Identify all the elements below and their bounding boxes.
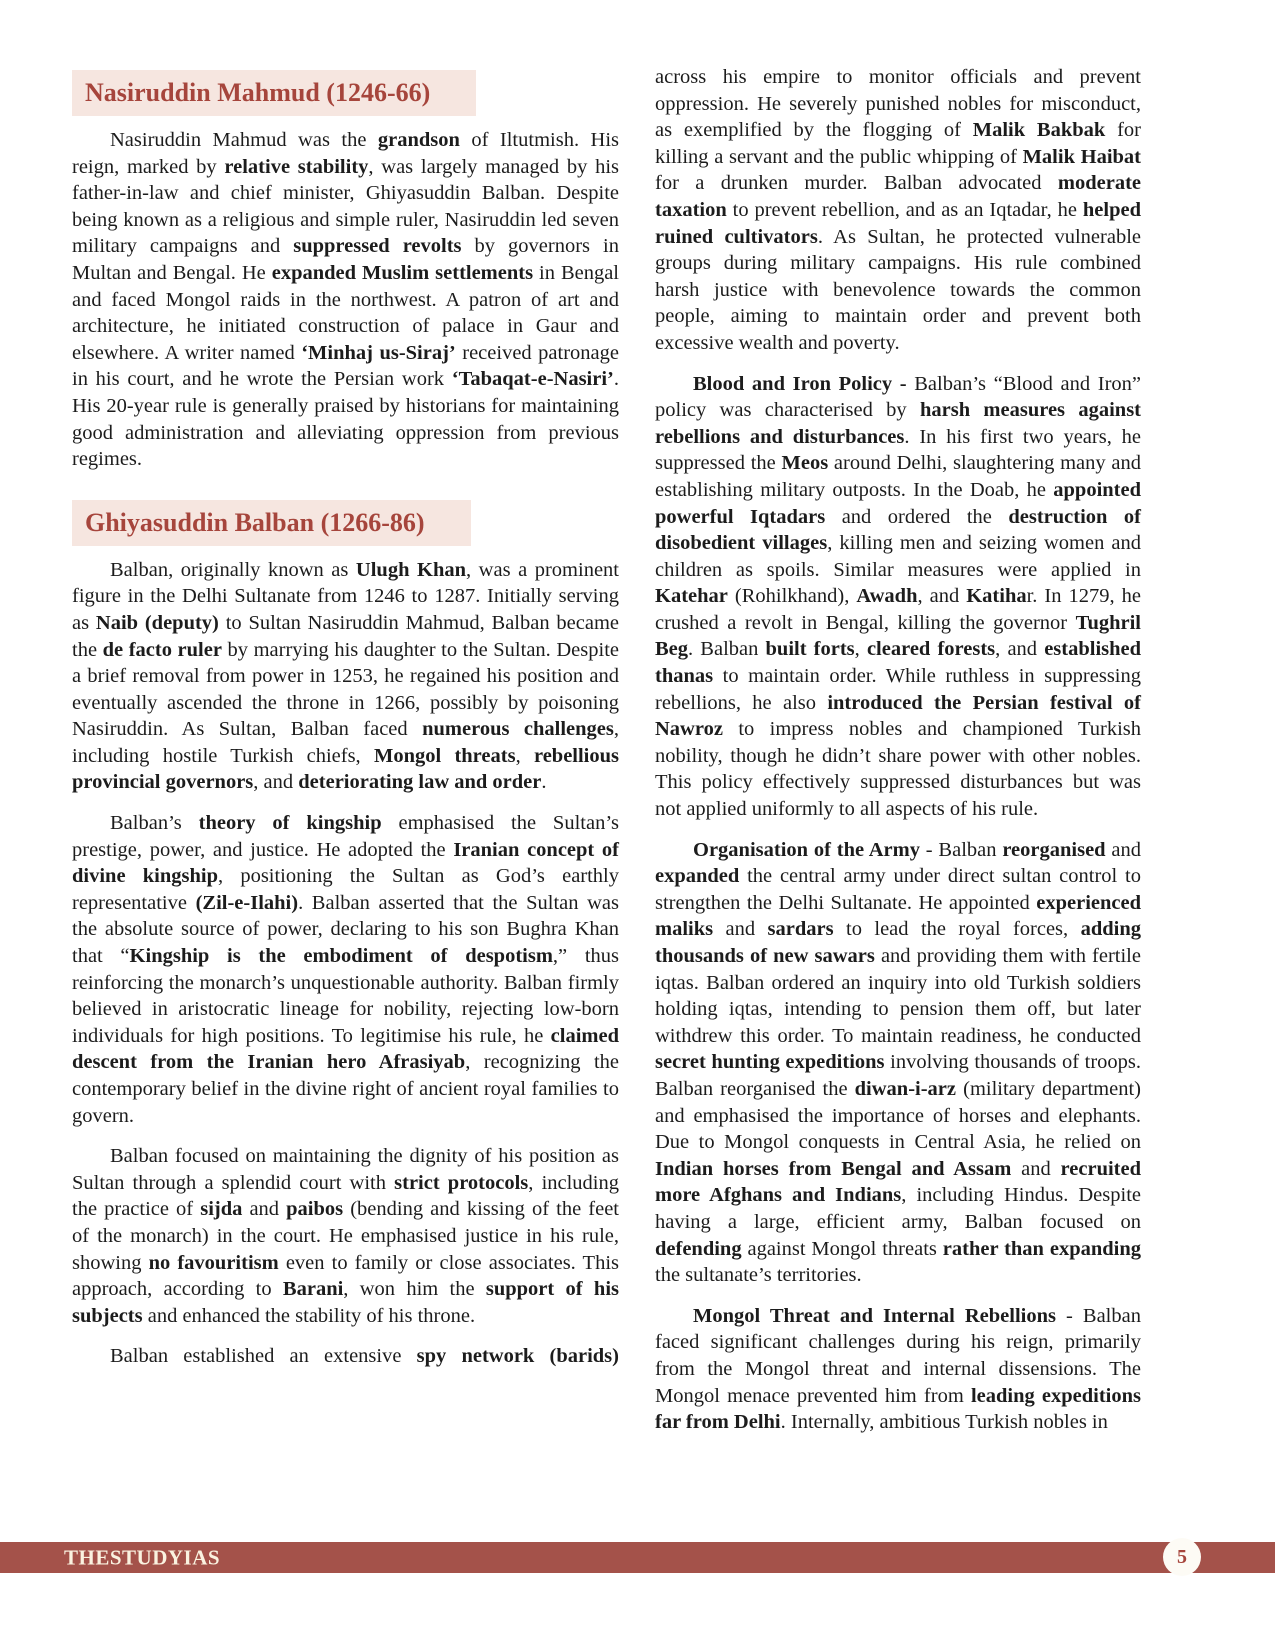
bold-run: numerous challenges — [422, 718, 614, 741]
bold-run: introduced the Persian festival of Nawroz — [655, 691, 1142, 741]
bold-run: sijda — [200, 1198, 243, 1221]
text-run: Balban, originally known as — [110, 558, 356, 581]
text-run: to maintain order. While ruthless in suppressing rebellions, he also — [655, 665, 1141, 714]
bold-run: claimed descent from the Iranian hero Afrasiyab — [72, 1024, 619, 1074]
bold-run: Blood and Iron Policy - — [693, 372, 915, 395]
text-run: , and — [995, 638, 1045, 661]
text-run: (bending and kissing of the feet of the monarch) in the court. He emphasised justice in his rule, showing — [72, 1198, 619, 1274]
footer-brand: THESTUDYIAS — [64, 1545, 221, 1569]
text-run: , including hostile Turkish chiefs, — [72, 718, 619, 767]
text-run: r. In 1279, he crushed a revolt in Bengal, killing the governor — [655, 585, 1142, 634]
bold-run: diwan-i-arz — [854, 1077, 957, 1100]
bold-run: no favouritism — [148, 1251, 279, 1274]
text-run: , including Hindus. Despite having a large, efficient army, Balban focused on — [655, 1184, 1141, 1233]
text-run: , won him the — [343, 1278, 486, 1301]
text-run: even to family or close associates. This approach, according to — [72, 1251, 619, 1301]
bold-run: de facto ruler — [102, 638, 222, 661]
paragraph — [655, 371, 1141, 823]
bold-run: Mongol Threat and Internal Rebellions — [693, 1304, 1056, 1327]
text-run: . Balban asserted that the Sultan was the absolute source of power, declaring to his son Bughra Khan that “ — [72, 891, 619, 968]
bold-run: Iranian concept of divine kingship — [72, 838, 619, 888]
text-run: and ordered the — [825, 505, 1009, 528]
bold-run: established thanas — [655, 638, 1142, 688]
page-number-badge — [1163, 1538, 1201, 1576]
bold-run: rebellious provincial governors — [72, 744, 620, 794]
bold-run: Mongol threats — [373, 744, 516, 767]
text-run: to Sultan Nasiruddin Mahmud, Balban became the — [72, 611, 619, 661]
text-run: , including the practice of — [72, 1171, 619, 1221]
bold-run: Meos — [781, 452, 829, 475]
bold-run: Organisation of the Army — [693, 838, 920, 861]
section — [72, 487, 619, 1370]
bold-run: destruction of disobedient villages — [655, 505, 1141, 555]
text-run: in Bengal and faced Mongol raids in the northwest. A patron of art and architecture, he initiated construction of palace in Gaur and elsewhere. A writer named — [72, 261, 620, 364]
text-run: . In his first two years, he suppressed the — [655, 425, 1141, 475]
text-run: ,” thus reinforcing the monarch’s unquestionable authority. Balban firmly believed in aristocratic lineage for nobility, rejecting low-born individuals for high positions. To legitimise his rule, he — [72, 945, 619, 1047]
text-run: - Balban faced significant challenges during his reign, primarily from the Mongol threat and internal dissensions. The Mongol menace prevented him from — [655, 1304, 1141, 1407]
bold-run: secret hunting expeditions — [655, 1051, 885, 1074]
bold-run: adding thousands of new sawars — [655, 918, 1141, 967]
bold-run: helped ruined cultivators — [655, 198, 1141, 248]
bold-run: ‘Minhaj us-Siraj’ — [301, 341, 456, 364]
bold-run: experienced maliks — [655, 891, 1141, 941]
bold-run: grandson — [377, 129, 460, 151]
bold-run: Malik Haibat — [1022, 145, 1142, 168]
bold-run: expanded Muslim settlements — [271, 261, 534, 284]
text-run: received patronage in his court, and he wrote the Persian work — [72, 341, 619, 391]
text-run: of Iltutmish. His reign, marked by — [72, 129, 620, 178]
bold-run: recruited more Afghans and Indians — [655, 1157, 1141, 1207]
text-run: and — [1011, 1157, 1061, 1180]
paragraph — [72, 557, 619, 796]
text-run: . Balban — [688, 638, 766, 661]
text-run: and — [713, 918, 768, 941]
bold-run: Katiha — [966, 585, 1027, 608]
bold-run: Tughril Beg — [655, 611, 1141, 661]
text-run: by governors in Multan and Bengal. He — [72, 235, 619, 284]
bold-run: Indian horses from Bengal and Assam — [655, 1157, 1012, 1180]
text-run: , and — [253, 771, 299, 794]
bold-run: Malik Bakbak — [972, 119, 1106, 142]
text-run: , — [854, 638, 867, 661]
footer-bar — [0, 1542, 1275, 1573]
text-run: , killing men and seizing women and children as spoils. Similar measures were applied in — [655, 532, 1141, 581]
bold-run: Katehar — [655, 585, 728, 608]
text-run: Balban’s “Blood and Iron” policy was characterised by — [655, 372, 1141, 422]
text-run: , positioning the Sultan as God’s earthly representative — [72, 865, 620, 914]
text-run: , was a prominent figure in the Delhi Sultanate from 1246 to 1287. Initially serving as — [72, 558, 619, 634]
text-run: for killing a servant and the public whipping of — [655, 119, 1141, 168]
bold-run: built forts — [765, 638, 855, 661]
text-run: the central army under direct sultan control to strengthen the Delhi Sultanate. He appointed — [655, 865, 1141, 914]
bold-run: support of his subjects — [72, 1278, 619, 1327]
section-heading: Nasiruddin Mahmud (1246-66) — [72, 70, 476, 116]
bold-run: expanded — [655, 865, 740, 888]
bold-run: sardars — [767, 918, 834, 941]
bold-run: Kingship is the embodiment of despotism — [129, 945, 553, 968]
bold-run: appointed powerful Iqtadars — [655, 478, 1141, 528]
page-number: 5 — [1177, 1545, 1187, 1568]
text-run: - Balban — [919, 838, 1003, 861]
text-run: and — [1105, 838, 1141, 861]
text-run: around Delhi, slaughtering many and establishing military outposts. In the Doab, he — [655, 452, 1141, 501]
bold-run: suppressed revolts — [293, 235, 462, 258]
section — [72, 70, 619, 473]
bold-run: theory of kingship — [198, 812, 382, 835]
text-run: . Internally, ambitious Turkish nobles in — [780, 1411, 1108, 1434]
paragraph — [72, 127, 619, 473]
bold-run: Ulugh Khan — [355, 558, 467, 581]
bold-run: strict protocols — [394, 1171, 529, 1194]
text-run: against Mongol threats — [741, 1237, 943, 1260]
paragraph — [72, 810, 619, 1129]
bold-run: harsh measures against rebellions and disturbances — [655, 399, 1141, 448]
text-run: (military department) and emphasised the importance of horses and elephants. Due to Mongol conquests in Central Asia, he relied on — [655, 1077, 1141, 1154]
bold-run: (Zil-e-Ilahi) — [195, 891, 299, 914]
paragraph — [72, 1343, 619, 1370]
bold-run: cleared forests — [866, 638, 996, 661]
text-run: by marrying his daughter to the Sultan. Despite a brief removal from power in 1253, he regained his position and eventually ascended the throne in 1266, possibly by poisoning Nasiruddin. As Sultan, Balban faced — [72, 638, 619, 741]
text-run: . His 20-year rule is generally praised by historians for maintaining good administration and alleviating oppression from previous regimes. — [72, 368, 619, 471]
bold-run: Barani — [282, 1278, 344, 1301]
bold-run: reorganised — [1002, 838, 1106, 861]
text-run: , and — [917, 585, 967, 608]
text-run: . As Sultan, he protected vulnerable groups during military campaigns. His rule combined harsh justice with benevolence towards the common people, aiming to maintain order and prevent both excessive wealth and poverty. — [655, 225, 1142, 354]
text-run: . — [541, 771, 547, 794]
bold-run: ‘Tabaqat-e-Nasiri’ — [451, 368, 614, 391]
bold-run: Naib (deputy) — [95, 611, 219, 634]
bold-run: moderate taxation — [655, 172, 1141, 221]
text-run: for a drunken murder. Balban advocated — [655, 172, 1058, 195]
text-run: and enhanced the stability of his throne. — [142, 1304, 476, 1327]
section-heading: Ghiyasuddin Balban (1266-86) — [72, 500, 471, 546]
text-run: Nasiruddin Mahmud was the — [110, 129, 378, 151]
right-column — [655, 64, 1141, 1450]
bold-run: spy network (barids) — [416, 1345, 619, 1368]
text-run: across his empire to monitor officials and prevent oppression. He severely punished nobles for misconduct, as exemplified by the flogging of — [655, 66, 1141, 142]
bold-run: relative stability — [224, 155, 369, 178]
text-run: and — [242, 1198, 287, 1221]
text-run: involving thousands of troops. Balban reorganised the — [655, 1051, 1141, 1100]
text-run: , recognizing the contemporary belief in the divine right of ancient royal families to govern. — [72, 1051, 620, 1127]
text-run: Balban’s — [110, 812, 199, 835]
text-run: , — [515, 744, 534, 767]
bold-run: leading expeditions far from Delhi — [655, 1384, 1141, 1434]
text-run: (Rohilkhand), — [727, 585, 857, 608]
bold-run: defending — [655, 1237, 742, 1260]
paragraph — [655, 837, 1141, 1289]
bold-run: Awadh — [856, 585, 918, 608]
text-run: to impress nobles and championed Turkish nobility, though he didn’t share power with other nobles. This policy effectively suppressed disturbances but was not applied uniformly to all aspects of his rule. — [655, 718, 1141, 821]
left-column — [72, 70, 619, 1384]
paragraph — [655, 1303, 1141, 1436]
text-run: Balban established an extensive — [110, 1345, 417, 1368]
text-run: to lead the royal forces, — [833, 918, 1081, 941]
text-run: and providing them with fertile iqtas. Balban ordered an inquiry into old Turkish soldiers holding iqtas, intending to pension them off, but later withdrew this order. To maintain readiness, he conducted — [655, 945, 1141, 1047]
text-run: to prevent rebellion, and as an Iqtadar, he — [726, 198, 1083, 221]
text-run: emphasised the Sultan’s prestige, power, and justice. He adopted the — [72, 812, 619, 861]
paragraph — [655, 64, 1141, 357]
bold-run: deteriorating law and order — [298, 771, 542, 794]
text-run: the sultanate’s territories. — [655, 1264, 862, 1287]
paragraph — [72, 1143, 619, 1329]
bold-run: rather than expanding — [942, 1237, 1141, 1260]
text-run: , was largely managed by his father-in-law and chief minister, Ghiyasuddin Balban. Despite being known as a religious and simple ruler, Nasiruddin led seven military campaigns and — [72, 155, 620, 258]
bold-run: paibos — [286, 1198, 344, 1221]
text-run: Balban focused on maintaining the dignity of his position as Sultan through a splendid court with — [72, 1145, 619, 1194]
